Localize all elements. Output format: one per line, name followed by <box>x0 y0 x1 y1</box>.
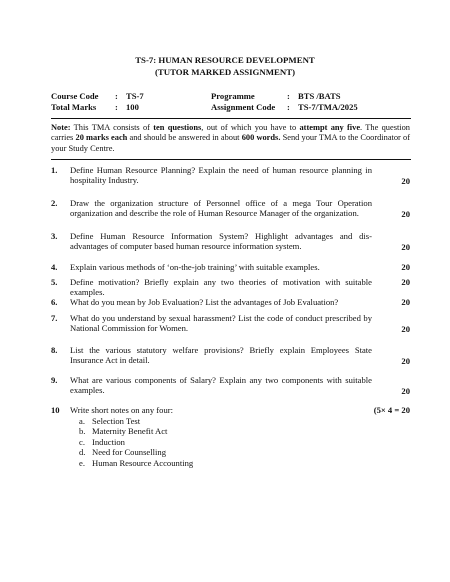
note-emphasis: 600 words. <box>241 133 281 143</box>
assignment-code-label: Assignment Code <box>211 102 276 112</box>
question-3 <box>51 231 410 253</box>
question-text: Write short notes on any four: <box>70 405 173 415</box>
short-notes-list <box>70 416 270 469</box>
note-text: This TMA consists of <box>70 123 154 132</box>
question-text: Define Human Resource Planning? Explain the need of human resource planning in hospitality Industry. <box>70 165 372 186</box>
question-10 <box>51 405 410 475</box>
question-marks: 20 <box>401 262 410 272</box>
question-number: 1. <box>51 165 58 175</box>
question-5 <box>51 277 410 299</box>
question-number: 5. <box>51 277 58 287</box>
question-marks: (5× 4 = 20 <box>373 405 410 415</box>
programme-label: Programme <box>211 91 255 101</box>
page-title: TS-7: HUMAN RESOURCE DEVELOPMENT <box>135 55 315 65</box>
question-2 <box>51 198 410 220</box>
question-number: 3. <box>51 231 58 241</box>
page-subtitle: (TUTOR MARKED ASSIGNMENT) <box>154 67 296 77</box>
question-text: Define Human Resource Information System? Highlight advantages and dis-advantages of computer based human resource information system. <box>70 231 372 252</box>
programme-value: BTS /BATS <box>298 91 341 101</box>
list-item-letter: c. <box>79 436 85 447</box>
question-marks: 20 <box>401 356 410 366</box>
question-number: 7. <box>51 313 58 323</box>
instructions-note <box>51 123 410 154</box>
question-marks: 20 <box>401 324 410 334</box>
question-number: 2. <box>51 198 58 208</box>
list-item-text: Maternity Benefit Act <box>92 426 168 437</box>
programme-sep: : <box>287 91 290 101</box>
list-item-text: Need for Counselling <box>92 447 166 458</box>
list-item-letter: d. <box>79 447 86 458</box>
total-marks-label: Total Marks <box>51 102 97 112</box>
note-emphasis: attempt any five <box>299 123 361 132</box>
list-item <box>70 426 270 437</box>
question-number: 8. <box>51 345 58 355</box>
question-text: What do you mean by Job Evaluation? List the advantages of Job Evaluation? <box>70 297 339 307</box>
question-text: Explain various methods of ‘on-the-job training’ with suitable examples. <box>70 262 320 272</box>
note-text: . The question carries <box>51 123 410 143</box>
question-marks: 20 <box>401 176 410 186</box>
list-item <box>70 458 270 469</box>
question-7 <box>51 313 410 335</box>
list-item-letter: e. <box>79 457 85 468</box>
question-4 <box>51 262 410 273</box>
question-marks: 20 <box>401 277 410 287</box>
question-number: 4. <box>51 262 58 272</box>
note-label: Note: <box>51 123 71 132</box>
question-number: 9. <box>51 375 58 385</box>
question-9 <box>51 375 410 397</box>
question-marks: 20 <box>401 297 410 307</box>
question-marks: 20 <box>401 209 410 219</box>
list-item-letter: b. <box>79 426 86 437</box>
question-text: Draw the organization structure of Personnel office of a mega Tour Operation organization and describe the role of Human Resource Manager of the organization. <box>70 198 372 219</box>
list-item <box>70 447 270 458</box>
total-marks-value: 100 <box>126 102 139 112</box>
divider-top <box>51 118 411 119</box>
list-item <box>70 437 270 448</box>
note-text: , out of which you have to <box>201 123 300 132</box>
question-marks: 20 <box>401 242 410 252</box>
question-6 <box>51 297 410 308</box>
question-text: What do you understand by sexual harassment? List the code of conduct prescribed by National Commission for Women. <box>70 313 372 334</box>
divider-bottom <box>51 159 411 160</box>
course-code-sep: : <box>115 91 118 101</box>
list-item-text: Human Resource Accounting <box>92 457 194 468</box>
question-number: 10 <box>51 405 60 415</box>
assignment-code-value: TS-7/TMA/2025 <box>298 102 358 112</box>
list-item-text: Selection Test <box>92 415 141 426</box>
question-text: List the various statutory welfare provisions? Briefly explain Employees State Insurance Act in detail. <box>70 345 372 366</box>
note-emphasis: 20 marks each <box>75 133 128 143</box>
course-code-label: Course Code <box>51 91 99 101</box>
note-emphasis: ten questions <box>153 123 202 132</box>
total-marks-sep: : <box>115 102 118 112</box>
question-marks: 20 <box>401 386 410 396</box>
note-text: and should be answered in about <box>127 133 242 143</box>
list-item <box>70 416 270 427</box>
question-1 <box>51 165 410 187</box>
course-code-value: TS-7 <box>126 91 144 101</box>
question-number: 6. <box>51 297 58 307</box>
list-item-letter: a. <box>79 415 85 426</box>
question-8 <box>51 345 410 367</box>
question-text: What are various components of Salary? Explain any two components with suitable examples. <box>70 375 372 396</box>
list-item-text: Induction <box>92 436 125 447</box>
question-text: Define motivation? Briefly explain any two theories of motivation with suitable examples. <box>70 277 372 298</box>
assignment-code-sep: : <box>287 102 290 112</box>
note-text: Send your TMA to the Coordinator of your Study Centre. <box>51 133 411 153</box>
